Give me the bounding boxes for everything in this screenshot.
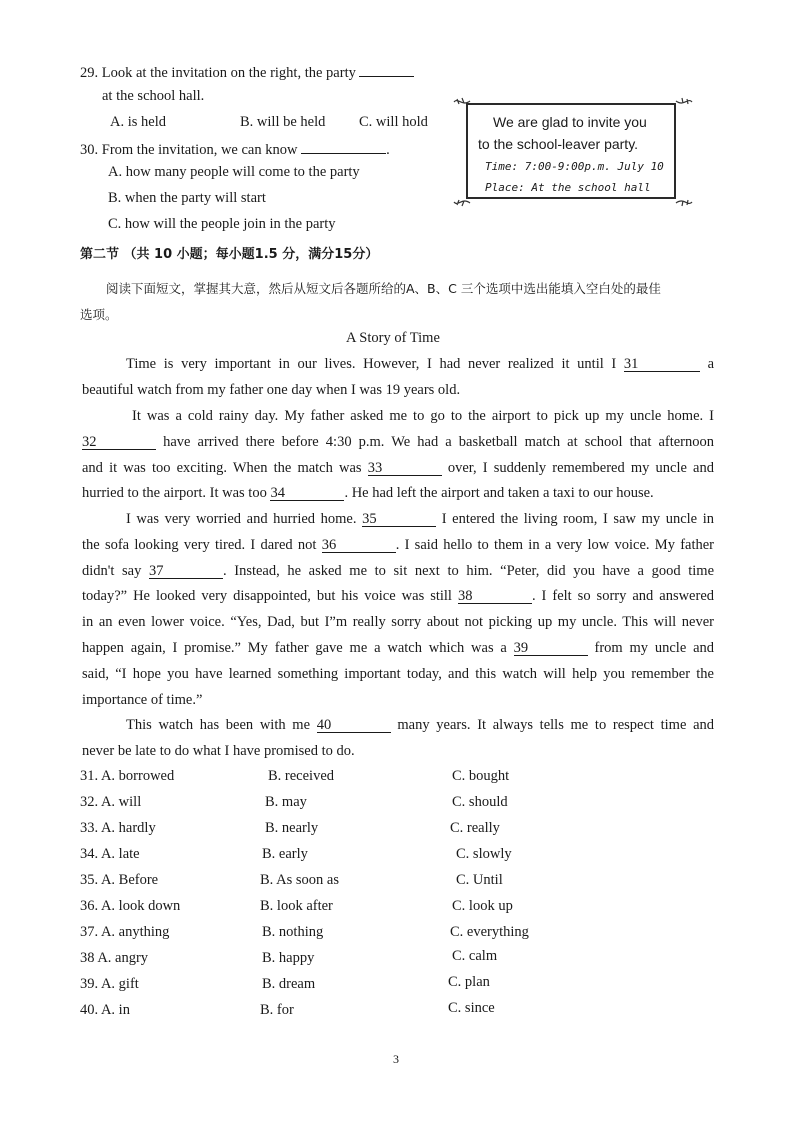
q29-option-c: C. will hold bbox=[359, 114, 428, 130]
option-row-38-b: B. happy bbox=[262, 950, 315, 966]
blank-31: 31 bbox=[624, 357, 700, 372]
option-row-38-c: C. calm bbox=[452, 948, 498, 964]
blank-32: 32 bbox=[82, 435, 156, 450]
option-row-37-c: C. everything bbox=[450, 924, 529, 940]
blank-35: 35 bbox=[362, 512, 436, 527]
flourish-top-right-icon bbox=[674, 95, 694, 109]
option-row-38-a: 38 A. angry bbox=[80, 950, 149, 966]
option-row-39-b: B. dream bbox=[262, 976, 316, 992]
invitation-line1: We are glad to invite you bbox=[493, 114, 647, 130]
option-row-34-b: B. early bbox=[262, 846, 308, 862]
blank-39: 39 bbox=[514, 641, 588, 656]
option-row-35-b: B. As soon as bbox=[260, 872, 339, 888]
invitation-place: Place: At the school hall bbox=[485, 181, 651, 194]
blank-33: 33 bbox=[368, 461, 442, 476]
blank-37: 37 bbox=[149, 564, 223, 579]
option-row-39-a: 39. A. gift bbox=[80, 976, 139, 992]
section-instruction-line2: 选项。 bbox=[80, 307, 118, 322]
option-row-36-b: B. look after bbox=[260, 898, 333, 914]
passage-paragraph-1: Time is very important in our lives. However, I had never realized it until I 31 a beautiful watch from my father one day when I was 19 years old. bbox=[82, 356, 715, 398]
option-row-37-a: 37. A. anything bbox=[80, 924, 170, 940]
option-row-31-a: 31. A. borrowed bbox=[80, 768, 175, 784]
option-row-33-c: C. really bbox=[450, 820, 500, 836]
option-row-39-c: C. plan bbox=[448, 974, 490, 990]
invitation-line2: to the school-leaver party. bbox=[478, 136, 639, 152]
option-row-37-b: B. nothing bbox=[262, 924, 324, 940]
option-row-31-c: C. bought bbox=[452, 768, 510, 784]
flourish-bottom-right-icon bbox=[674, 195, 694, 209]
option-row-40-b: B. for bbox=[260, 1002, 294, 1018]
passage-paragraph-4: This watch has been with me 40 many years. It always tells me to respect time and never be late to do what I have promised to do. bbox=[82, 717, 715, 759]
q29-option-a: A. is held bbox=[110, 114, 166, 130]
q29-stem-line2: at the school hall. bbox=[102, 88, 205, 104]
blank-38: 38 bbox=[458, 589, 532, 604]
q30-option-b: B. when the party will start bbox=[108, 190, 266, 206]
q30-stem: 30. From the invitation, we can know . bbox=[80, 139, 390, 159]
option-row-31-b: B. received bbox=[268, 768, 335, 784]
option-row-34-a: 34. A. late bbox=[80, 846, 140, 862]
option-row-34-c: C. slowly bbox=[456, 846, 512, 862]
blank-34: 34 bbox=[270, 486, 344, 501]
option-row-40-a: 40. A. in bbox=[80, 1002, 130, 1018]
passage-paragraph-3: I was very worried and hurried home. 35 I entered the living room, I saw my uncle in the sofa looking very tired. I dared not 36 . I said hello to them in a very low voice. My father didn't say 37 . Instead, he asked me to sit next to him. “Peter, did you have a good time today?” He looked very disappointed, but his voice was still 38 . I felt so sorry and answered in an even lower voice. “Yes, Dad, but I”m really sorry about not picking up my uncle. This will never happen again, I promise.” My father gave me a watch which was a 39 from my uncle and said, “I hope you have learned something important today, and this watch will help you remember the importance of time.” bbox=[82, 511, 715, 708]
section-instruction-line1: 阅读下面短文，掌握其大意，然后从短文后各题所给的A、B、C 三个选项中选出能填入空白处的最佳 bbox=[106, 281, 661, 296]
blank-40: 40 bbox=[317, 718, 391, 733]
option-row-32-b: B. may bbox=[265, 794, 307, 810]
option-row-33-b: B. nearly bbox=[265, 820, 319, 836]
blank-36: 36 bbox=[322, 538, 396, 553]
q30-option-a: A. how many people will come to the party bbox=[108, 164, 360, 180]
option-row-32-a: 32. A. will bbox=[80, 794, 142, 810]
q30-option-c: C. how will the people join in the party bbox=[108, 216, 336, 232]
option-row-32-c: C. should bbox=[452, 794, 508, 810]
q30-answer-blank bbox=[301, 139, 386, 154]
q29-stem-line1: 29. Look at the invitation on the right, the party bbox=[80, 62, 414, 82]
passage-title: A Story of Time bbox=[346, 330, 440, 346]
section-heading: 第二节 （共 10 小题；每小题1.5 分，满分15分） bbox=[80, 247, 379, 262]
option-row-35-a: 35. A. Before bbox=[80, 872, 159, 888]
option-row-36-a: 36. A. look down bbox=[80, 898, 181, 914]
passage-paragraph-2: It was a cold rainy day. My father asked me to go to the airport to pick up my uncle home. I 32 have arrived there before 4:30 p.m. We had a basketball match at school that afternoon and it was too exciting. When the match was 33 over, I suddenly remembered my uncle and hurried to the airport. It was too 34 . He had left the airport and taken a taxi to our house. bbox=[82, 408, 714, 502]
option-row-40-c: C. since bbox=[448, 1000, 495, 1016]
option-row-36-c: C. look up bbox=[452, 898, 513, 914]
option-row-35-c: C. Until bbox=[456, 872, 503, 888]
invitation-card bbox=[452, 95, 692, 207]
invitation-time: Time: 7:00-9:00p.m. July 10 bbox=[485, 160, 664, 173]
page-number: 3 bbox=[393, 1052, 399, 1066]
q29-answer-blank bbox=[359, 62, 414, 77]
option-row-33-a: 33. A. hardly bbox=[80, 820, 156, 836]
q29-option-b: B. will be held bbox=[240, 114, 326, 130]
